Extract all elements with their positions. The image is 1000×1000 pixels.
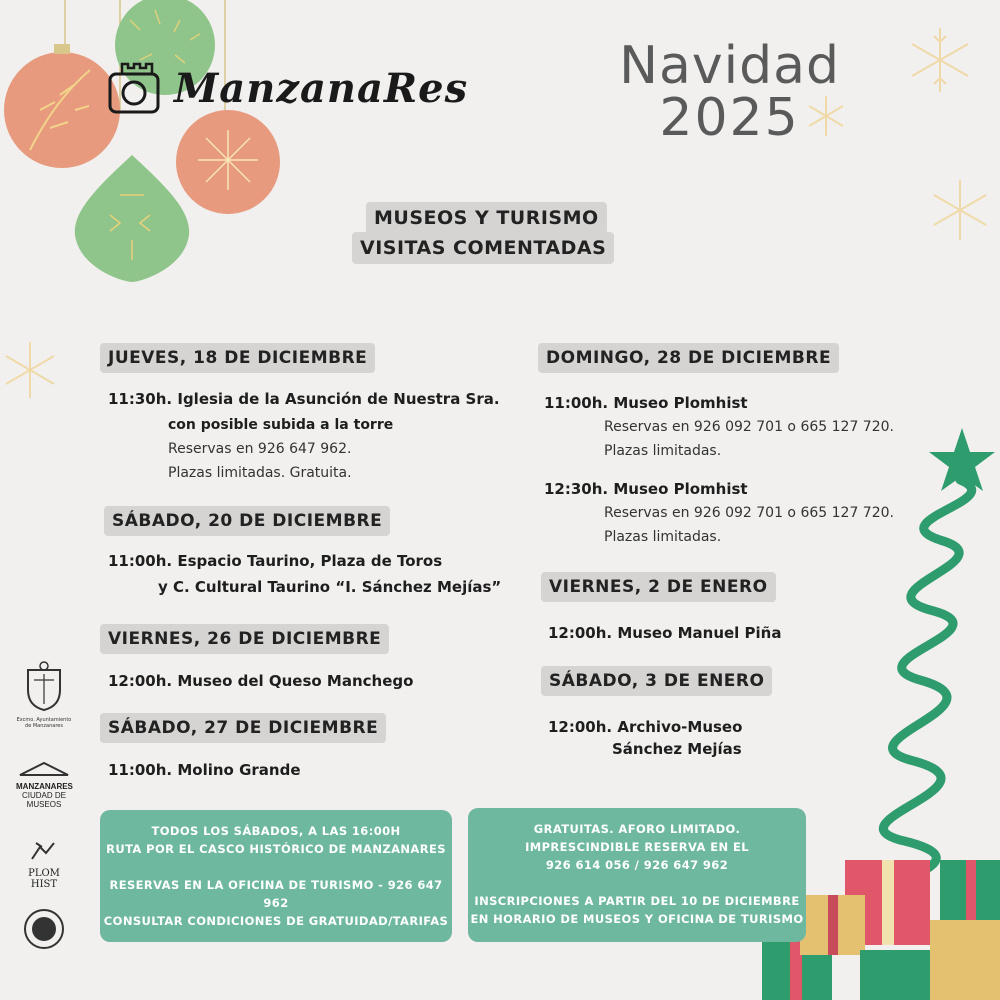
plomhist-line-1: PLOM xyxy=(28,868,60,879)
event-viernes-26 xyxy=(108,670,413,692)
event-domingo-28-1100 xyxy=(544,392,894,462)
event-place-2: Sánchez Mejías xyxy=(612,740,742,758)
event-note: Plazas limitadas. xyxy=(604,529,722,545)
ayto-line-2: de Manzanares xyxy=(25,723,63,729)
event-domingo-28-1230 xyxy=(544,478,894,548)
ornament-red-left-icon xyxy=(4,44,120,168)
info-line xyxy=(100,858,452,876)
info-line: 926 614 056 / 926 647 962 xyxy=(545,858,729,872)
event-time: 11:00h. xyxy=(544,394,609,412)
main-heading-2: VISITAS COMENTADAS xyxy=(352,232,614,264)
sponsor-logos xyxy=(16,660,72,955)
title-line-2: 2025 xyxy=(659,88,800,148)
museos-line-3: MUSEOS xyxy=(26,800,62,809)
info-line: INSCRIPCIONES A PARTIR DEL 10 DE DICIEMBRE xyxy=(474,894,800,908)
info-line: TODOS LOS SÁBADOS, A LAS 16:00H xyxy=(151,824,401,838)
manzanares-logo xyxy=(104,58,468,118)
main-heading-1: MUSEOS Y TURISMO xyxy=(366,202,607,234)
brand-name: ManzanaRes xyxy=(174,64,469,112)
museos-line-1: MANZANARES xyxy=(16,782,73,791)
info-line: RESERVAS EN LA OFICINA DE TURISMO - 926 647 962 xyxy=(109,878,443,910)
event-note: Reservas en 926 092 701 o 665 127 720. xyxy=(604,505,894,521)
event-note: Reservas en 926 647 962. xyxy=(168,441,352,457)
event-detail: con posible subida a la torre xyxy=(168,417,394,433)
info-line: CONSULTAR CONDICIONES DE GRATUIDAD/TARIFAS xyxy=(103,914,449,928)
event-time: 12:30h. xyxy=(544,480,609,498)
event-viernes-2 xyxy=(548,622,781,644)
info-line: IMPRESCINDIBLE RESERVA EN EL xyxy=(525,840,749,854)
plomhist-line-2: HIST xyxy=(30,879,58,890)
event-place: Iglesia de la Asunción de Nuestra Sra. xyxy=(177,390,500,408)
event-place: Archivo-Museo xyxy=(617,718,743,736)
plomhist-logo xyxy=(16,839,72,890)
info-line: GRATUITAS. AFORO LIMITADO. xyxy=(533,822,741,836)
event-place: Museo Manuel Piña xyxy=(617,624,782,642)
title-line-1: Navidad xyxy=(619,36,840,96)
event-place: Museo del Queso Manchego xyxy=(177,672,414,690)
event-note: Plazas limitadas. xyxy=(604,443,722,459)
info-line: EN HORARIO DE MUSEOS Y OFICINA DE TURISMO xyxy=(470,912,804,926)
day-label-sabado-20: SÁBADO, 20 DE DICIEMBRE xyxy=(104,506,390,536)
event-note: Reservas en 926 092 701 o 665 127 720. xyxy=(604,419,894,435)
event-time: 12:00h. xyxy=(548,624,613,642)
museum-roof-icon xyxy=(18,761,70,777)
ornament-green-drop-icon xyxy=(75,155,189,282)
museos-line-2: CIUDAD DE xyxy=(21,791,66,800)
info-box-reservas xyxy=(468,808,806,942)
coat-of-arms-icon xyxy=(20,660,68,712)
event-time: 12:00h. xyxy=(548,718,613,736)
event-time: 11:30h. xyxy=(108,390,173,408)
day-label-sabado-3: SÁBADO, 3 DE ENERO xyxy=(541,666,772,696)
event-place: Museo Plomhist xyxy=(613,480,748,498)
museos-logo xyxy=(16,761,72,809)
day-label-domingo-28: DOMINGO, 28 DE DICIEMBRE xyxy=(538,343,839,373)
event-time: 12:00h. xyxy=(108,672,173,690)
seal-icon xyxy=(23,908,65,950)
day-label-jueves-18: JUEVES, 18 DE DICIEMBRE xyxy=(100,343,375,373)
info-line xyxy=(468,874,806,892)
event-sabado-20 xyxy=(108,550,501,598)
ornament-red-right-icon xyxy=(176,110,280,214)
day-label-sabado-27: SÁBADO, 27 DE DICIEMBRE xyxy=(100,713,386,743)
event-place: Museo Plomhist xyxy=(613,394,748,412)
event-sabado-27 xyxy=(108,759,301,781)
castle-camera-icon xyxy=(104,58,164,118)
info-line: RUTA POR EL CASCO HISTÓRICO DE MANZANARES xyxy=(106,842,446,856)
event-time: 11:00h. xyxy=(108,552,173,570)
page-title xyxy=(619,36,840,148)
day-label-viernes-2: VIERNES, 2 DE ENERO xyxy=(541,572,776,602)
sanchez-mejias-seal xyxy=(16,908,72,955)
event-jueves-18 xyxy=(108,388,500,484)
ayto-line-1: Excmo. Ayuntamiento xyxy=(16,717,72,723)
event-place: Molino Grande xyxy=(177,761,301,779)
plomhist-figure-icon xyxy=(26,839,62,863)
event-time: 11:00h. xyxy=(108,761,173,779)
event-sabado-3 xyxy=(548,716,742,760)
event-note: Plazas limitadas. Gratuita. xyxy=(168,465,352,481)
day-label-viernes-26: VIERNES, 26 DE DICIEMBRE xyxy=(100,624,389,654)
info-box-ruta xyxy=(100,810,452,942)
event-place: Espacio Taurino, Plaza de Toros xyxy=(177,552,443,570)
event-place-2: y C. Cultural Taurino “I. Sánchez Mejías” xyxy=(158,578,502,596)
